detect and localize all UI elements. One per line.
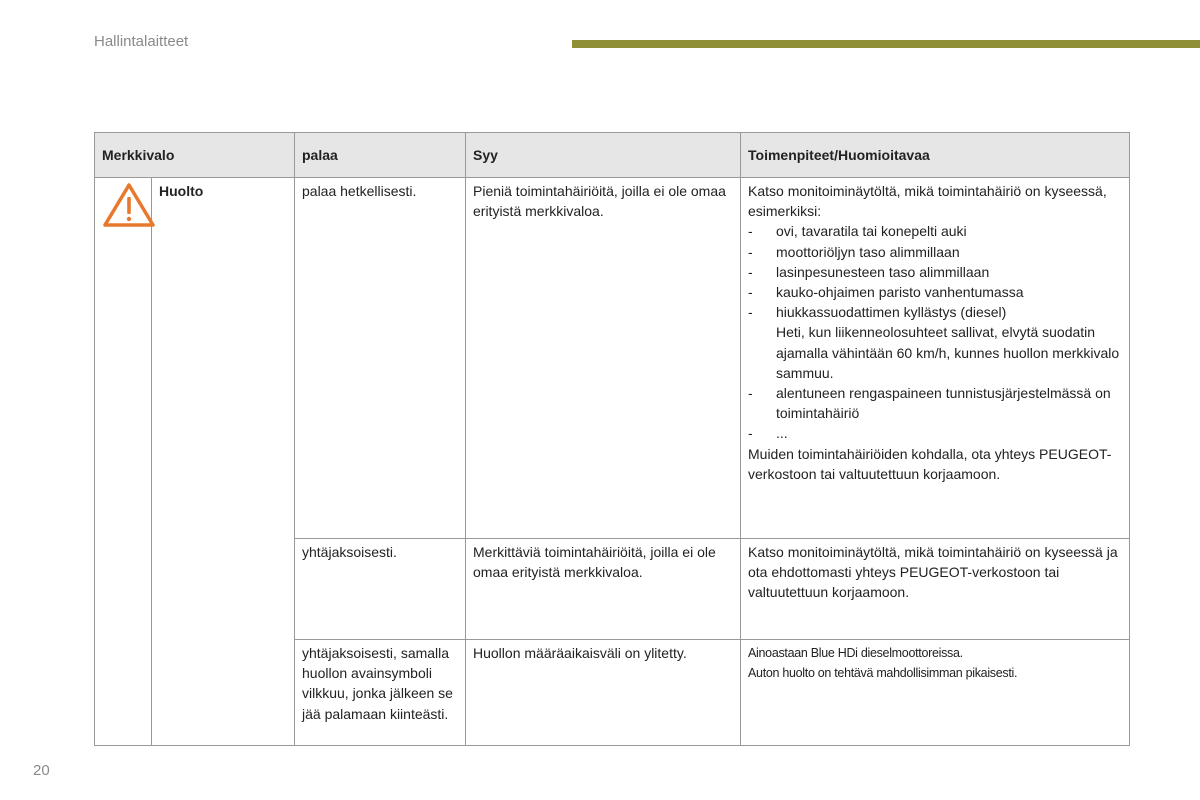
column-header-action: Toimenpiteet/Huomioitavaa [741, 133, 1130, 178]
action-cell [741, 178, 1130, 539]
action-list [748, 221, 1122, 443]
action-list-item: - alentuneen rengaspaineen tunnistusjärjestelmässä on toimintahäiriö [748, 385, 1111, 422]
warning-lights-table [94, 132, 1130, 746]
indicator-icon-cell [95, 178, 152, 746]
action-list-item: - ovi, tavaratila tai konepelti auki [748, 223, 967, 240]
action-item-text: ... [776, 425, 788, 442]
action-list-item: - kauko-ohjaimen paristo vanhentumassa [748, 284, 1024, 301]
state-cell: yhtäjaksoisesti, samalla huollon avainsymboli vilkkuu, jonka jälkeen se jää palamaan kiinteästi. [295, 640, 466, 746]
action-list-item: - hiukkassuodattimen kyllästys (diesel) Heti, kun liikenneolosuhteet sallivat, elvytä suodatin ajamalla vähintään 60 km/h, kunnes huollon merkkivalo sammuu. [748, 304, 1120, 381]
action-item-text: lasinpesunesteen taso alimmillaan [776, 263, 990, 280]
action-cell [741, 640, 1130, 746]
action-item-text: alentuneen rengaspaineen tunnistusjärjestelmässä on toimintahäiriö [776, 385, 1111, 422]
action-list-item: - ... [748, 425, 788, 442]
column-header-state: palaa [295, 133, 466, 178]
action-item-text: kauko-ohjaimen paristo vanhentumassa [776, 284, 1024, 301]
action-cell: Katso monitoiminäytöltä, mikä toimintahäiriö on kyseessä ja ota ehdottomasti yhteys PEUGEOT-verkostoon tai valtuutettuun korjaamoon. [741, 539, 1130, 640]
table-header-row [95, 133, 1130, 178]
column-header-indicator: Merkkivalo [95, 133, 295, 178]
action-list-item: - lasinpesunesteen taso alimmillaan [748, 263, 990, 280]
action-item-text: moottoriöljyn taso alimmillaan [776, 243, 960, 260]
indicator-name: Huolto [152, 178, 295, 746]
warning-triangle-icon [102, 181, 156, 229]
section-title: Hallintalaitteet [94, 33, 189, 50]
cause-cell: Merkittäviä toimintahäiriöitä, joilla ei ole omaa erityistä merkkivaloa. [466, 539, 741, 640]
table-row [95, 178, 1130, 539]
state-cell: palaa hetkellisesti. [295, 178, 466, 539]
action-note-line: Ainoastaan Blue HDi dieselmoottoreissa. [748, 646, 963, 660]
column-header-cause: Syy [466, 133, 741, 178]
action-outro: Muiden toimintahäiriöiden kohdalla, ota yhteys PEUGEOT-verkostoon tai valtuutettuun korjaamoon. [748, 445, 1112, 482]
header-accent-bar [572, 40, 1200, 48]
cause-cell: Huollon määräaikaisväli on ylitetty. [466, 640, 741, 746]
action-note-line: Auton huolto on tehtävä mahdollisimman pikaisesti. [748, 666, 1018, 680]
action-list-item: - moottoriöljyn taso alimmillaan [748, 243, 960, 260]
state-cell: yhtäjaksoisesti. [295, 539, 466, 640]
cause-cell: Pieniä toimintahäiriöitä, joilla ei ole omaa erityistä merkkivaloa. [466, 178, 741, 539]
page-number: 20 [33, 762, 50, 779]
action-intro: Katso monitoiminäytöltä, mikä toimintahäiriö on kyseessä, esimerkiksi: [748, 183, 1107, 220]
action-item-text: ovi, tavaratila tai konepelti auki [776, 223, 967, 240]
action-item-text: hiukkassuodattimen kyllästys (diesel) Heti, kun liikenneolosuhteet sallivat, elvytä suodatin ajamalla vähintään 60 km/h, kunnes huollon merkkivalo sammuu. [776, 304, 1120, 381]
